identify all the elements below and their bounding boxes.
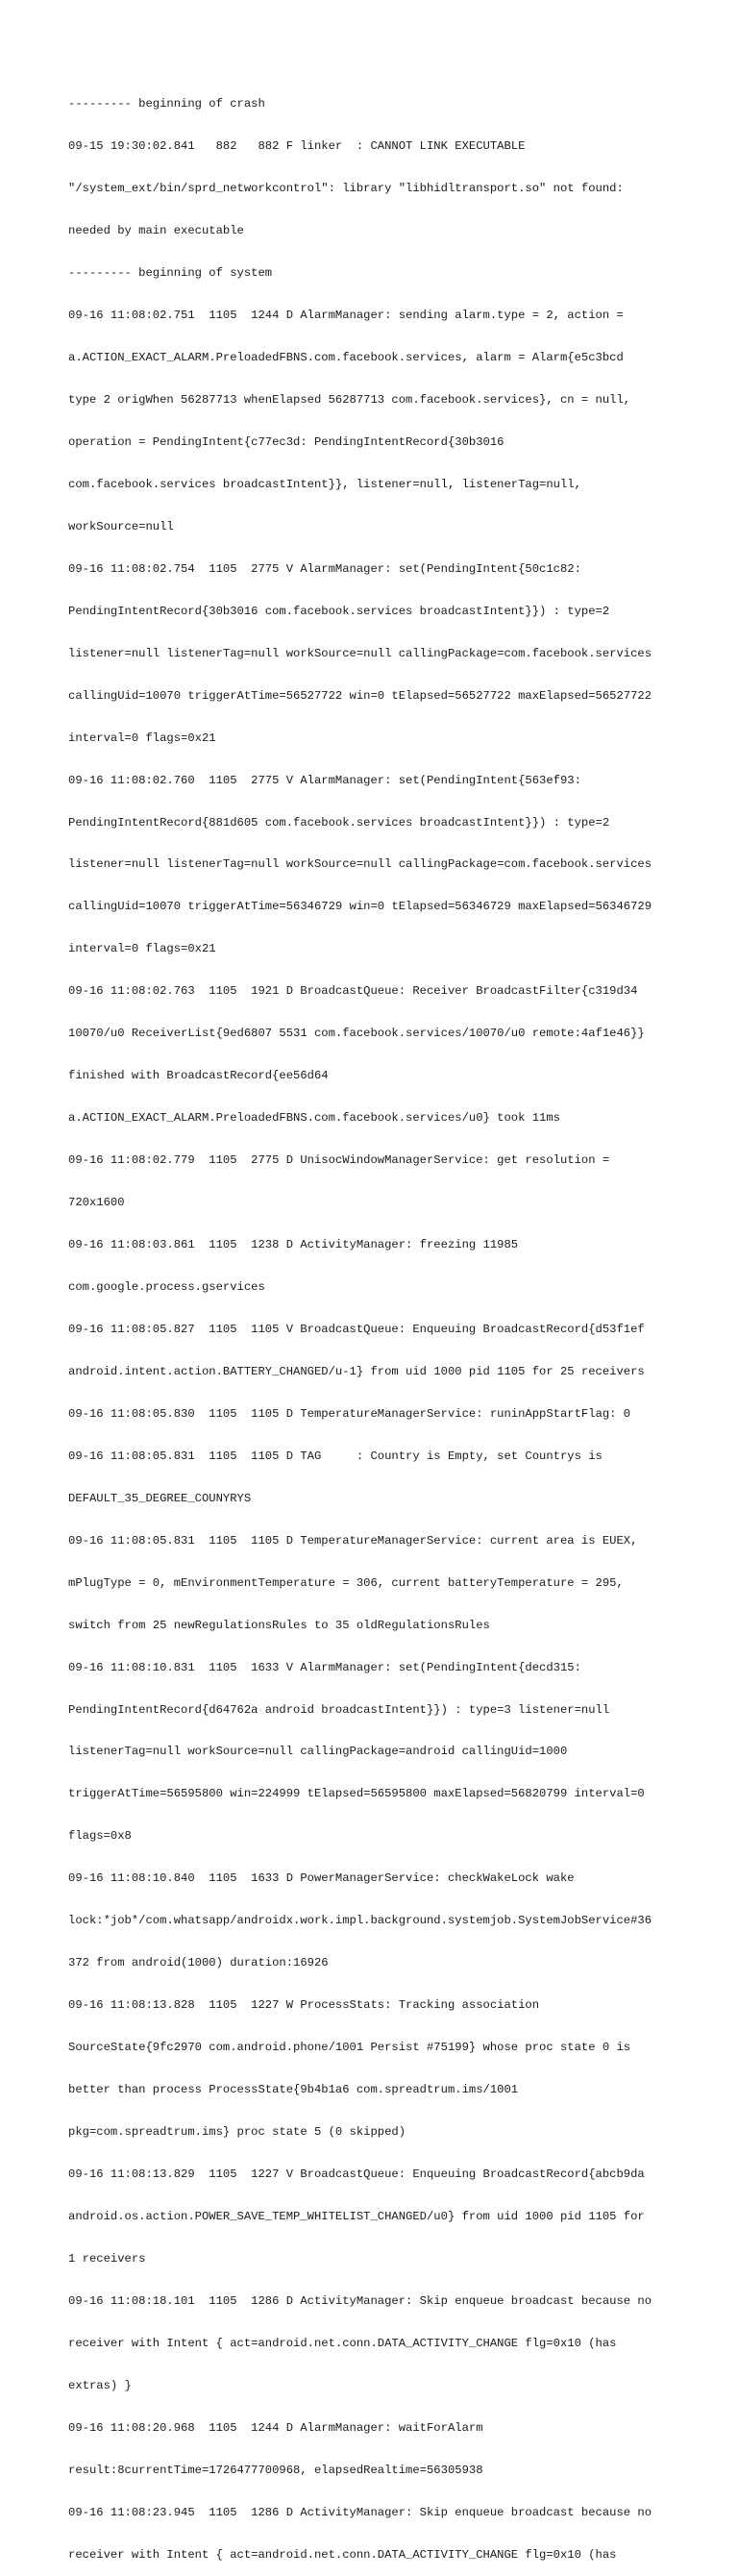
log-line: finished with BroadcastRecord{ee56d64 — [68, 1069, 329, 1083]
log-line: "/system_ext/bin/sprd_networkcontrol": library "libhidltransport.so" not found: — [68, 182, 624, 196]
log-line: PendingIntentRecord{d64762a android broadcastIntent}}) : type=3 listener=null — [68, 1702, 610, 1717]
log-line: 09-16 11:08:18.101 1105 1286 D ActivityManager: Skip enqueue broadcast because no — [68, 2293, 652, 2308]
log-line: a.ACTION_EXACT_ALARM.PreloadedFBNS.com.facebook.services/u0} took 11ms — [68, 1111, 560, 1126]
log-line: android.intent.action.BATTERY_CHANGED/u-1} from uid 1000 pid 1105 for 25 receivers — [68, 1364, 645, 1378]
log-line: android.os.action.POWER_SAVE_TEMP_WHITELIST_CHANGED/u0} from uid 1000 pid 1105 for — [68, 2209, 645, 2223]
log-line: 09-16 11:08:20.968 1105 1244 D AlarmManager: waitForAlarm — [68, 2420, 483, 2435]
log-line: receiver with Intent { act=android.net.conn.DATA_ACTIVITY_CHANGE flg=0x10 (has — [68, 2336, 617, 2350]
log-line: listener=null listenerTag=null workSource=null callingPackage=com.facebook.services — [68, 857, 652, 872]
log-line: 09-16 11:08:03.861 1105 1238 D ActivityManager: freezing 11985 — [68, 1238, 519, 1252]
log-line: 09-16 11:08:02.754 1105 2775 V AlarmManager: set(PendingIntent{50c1c82: — [68, 561, 581, 576]
log-document — [68, 69, 683, 2576]
log-line: 09-16 11:08:10.831 1105 1633 V AlarmManager: set(PendingIntent{decd315: — [68, 1660, 581, 1674]
log-line: triggerAtTime=56595800 win=224999 tElapsed=56595800 maxElapsed=56820799 interval=0 — [68, 1787, 645, 1801]
log-line: 09-16 11:08:05.831 1105 1105 D TemperatureManagerService: current area is EUEX, — [68, 1533, 638, 1548]
log-line: listenerTag=null workSource=null callingPackage=android callingUid=1000 — [68, 1745, 568, 1759]
log-line: extras) } — [68, 2378, 132, 2392]
log-line: operation = PendingIntent{c77ec3d: PendingIntentRecord{30b3016 — [68, 434, 504, 449]
log-line: listener=null listenerTag=null workSource=null callingPackage=com.facebook.services — [68, 646, 652, 660]
log-line: result:8currentTime=1726477700968, elapsedRealtime=56305938 — [68, 2463, 483, 2477]
log-line: pkg=com.spreadtrum.ims} proc state 5 (0 skipped) — [68, 2125, 406, 2140]
log-line: 09-16 11:08:13.829 1105 1227 V BroadcastQueue: Enqueuing BroadcastRecord{abcb9da — [68, 2167, 645, 2182]
log-line: --------- beginning of crash — [68, 97, 265, 111]
log-line: com.google.process.gservices — [68, 1280, 265, 1294]
log-line: com.facebook.services broadcastIntent}}, listener=null, listenerTag=null, — [68, 477, 581, 491]
log-line: 09-16 11:08:05.827 1105 1105 V BroadcastQueue: Enqueuing BroadcastRecord{d53f1ef — [68, 1322, 645, 1336]
log-line: 09-16 11:08:02.760 1105 2775 V AlarmManager: set(PendingIntent{563ef93: — [68, 773, 581, 787]
log-line: 1 receivers — [68, 2251, 146, 2266]
log-line: callingUid=10070 triggerAtTime=56346729 win=0 tElapsed=56346729 maxElapsed=56346729 — [68, 900, 652, 914]
log-line: 09-16 11:08:23.945 1105 1286 D ActivityManager: Skip enqueue broadcast because no — [68, 2505, 652, 2519]
log-line: 09-16 11:08:05.831 1105 1105 D TAG : Country is Empty, set Countrys is — [68, 1449, 603, 1463]
log-line: --------- beginning of system — [68, 266, 273, 281]
log-line: workSource=null — [68, 519, 174, 533]
log-line: 372 from android(1000) duration:16926 — [68, 1956, 329, 1970]
log-line: mPlugType = 0, mEnvironmentTemperature = 306, current batteryTemperature = 295, — [68, 1575, 624, 1590]
log-line: type 2 origWhen 56287713 whenElapsed 56287713 com.facebook.services}, cn = null, — [68, 392, 631, 407]
log-line: receiver with Intent { act=android.net.conn.DATA_ACTIVITY_CHANGE flg=0x10 (has — [68, 2547, 617, 2562]
log-line: SourceState{9fc2970 com.android.phone/1001 Persist #75199} whose proc state 0 is — [68, 2041, 631, 2055]
log-line: flags=0x8 — [68, 1829, 132, 1844]
log-line: a.ACTION_EXACT_ALARM.PreloadedFBNS.com.facebook.services, alarm = Alarm{e5c3bcd — [68, 351, 624, 365]
log-line: lock:*job*/com.whatsapp/androidx.work.impl.background.systemjob.SystemJobService#36 — [68, 1914, 652, 1928]
log-line: 09-16 11:08:13.828 1105 1227 W ProcessStats: Tracking association — [68, 1998, 540, 2013]
log-line: 09-16 11:08:10.840 1105 1633 D PowerManagerService: checkWakeLock wake — [68, 1871, 575, 1886]
log-line: better than process ProcessState{9b4b1a6 com.spreadtrum.ims/1001 — [68, 2083, 519, 2097]
log-line: interval=0 flags=0x21 — [68, 942, 216, 956]
log-line: 09-16 11:08:02.751 1105 1244 D AlarmManager: sending alarm.type = 2, action = — [68, 309, 624, 323]
log-line: interval=0 flags=0x21 — [68, 731, 216, 745]
log-line: callingUid=10070 triggerAtTime=56527722 win=0 tElapsed=56527722 maxElapsed=56527722 — [68, 688, 652, 703]
log-line: 09-16 11:08:02.779 1105 2775 D UnisocWindowManagerService: get resolution = — [68, 1153, 610, 1168]
log-line: 09-16 11:08:05.830 1105 1105 D TemperatureManagerService: runinAppStartFlag: 0 — [68, 1406, 631, 1421]
log-line: 09-16 11:08:02.763 1105 1921 D BroadcastQueue: Receiver BroadcastFilter{c319d34 — [68, 984, 638, 999]
log-line: needed by main executable — [68, 224, 244, 238]
log-line: 720x1600 — [68, 1196, 125, 1210]
log-line: 10070/u0 ReceiverList{9ed6807 5531 com.facebook.services/10070/u0 remote:4af1e46}} — [68, 1027, 645, 1041]
log-line: 09-15 19:30:02.841 882 882 F linker : CANNOT LINK EXECUTABLE — [68, 139, 526, 154]
log-line: switch from 25 newRegulationsRules to 35 oldRegulationsRules — [68, 1618, 490, 1632]
log-line: DEFAULT_35_DEGREE_COUNYRYS — [68, 1491, 252, 1505]
log-line: PendingIntentRecord{881d605 com.facebook.services broadcastIntent}}) : type=2 — [68, 815, 610, 830]
log-line: PendingIntentRecord{30b3016 com.facebook.services broadcastIntent}}) : type=2 — [68, 604, 610, 618]
